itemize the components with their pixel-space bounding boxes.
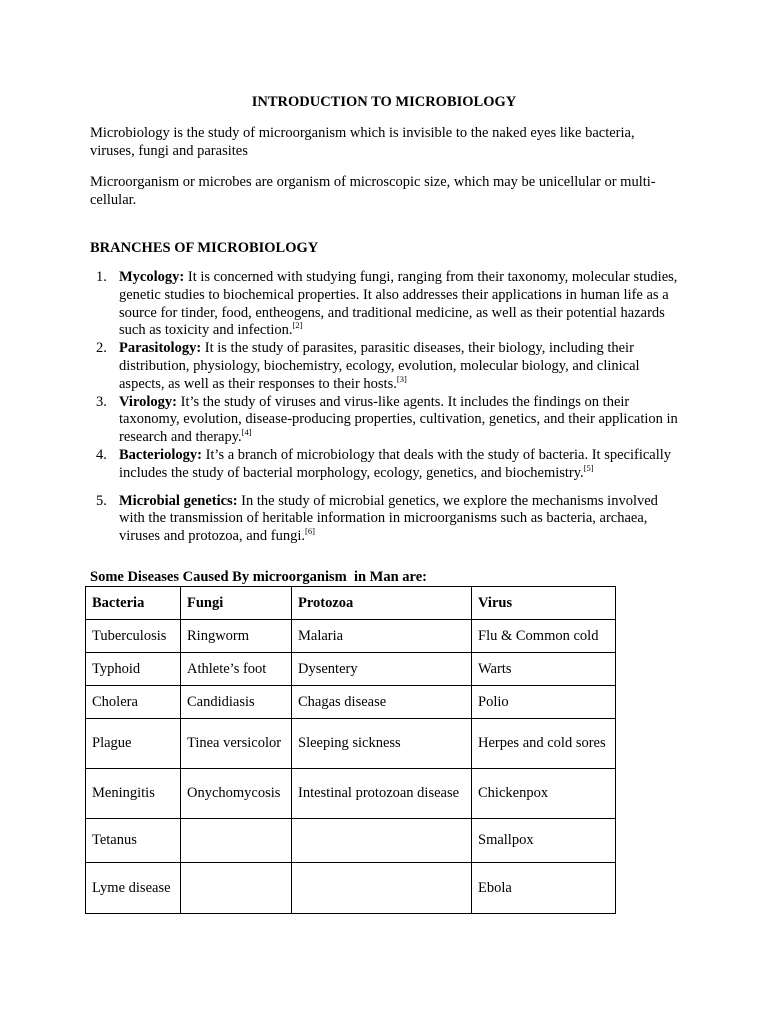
list-item-number: 3. [96,393,107,410]
citation-reference[interactable]: [3] [396,373,407,384]
table-cell [181,863,292,914]
table-cell: Candidiasis [181,686,292,719]
list-item-text: In the study of microbial genetics, we explore the mechanisms involved with the transmission of heritable information in microorganisms such as bacteria, archaea, viruses and protozoa, and fungi. [119,492,658,545]
list-item-term: Microbial genetics: [119,492,238,509]
table-cell: Sleeping sickness [292,719,472,769]
list-item-text: It’s the study of viruses and virus-like agents. It includes the findings on their taxonomy, evolution, disease-producing properties, cultivation, genetics, and their application in research and therapy. [119,393,678,446]
list-item-text: It is concerned with studying fungi, ranging from their taxonomy, molecular studies, genetic studies to biochemical properties. It also addresses their applications in human life as a source for tinder, food, entheogens, and traditional medicine, as well as their potential hazards such as toxicity and infection. [119,269,678,339]
intro-paragraph-definition: Microbiology is the study of microorganism which is invisible to the naked eyes like bacteria, viruses, fungi and parasites [90,125,635,159]
table-cell: Meningitis [86,769,181,819]
list-item-term: Mycology: [119,269,185,285]
table-cell: Tetanus [86,819,181,863]
table-cell: Ebola [472,863,616,914]
table-cell [181,819,292,863]
table-cell: Chickenpox [472,769,616,819]
table-cell: Herpes and cold sores [472,719,616,769]
table-cell: Flu & Common cold [472,620,616,653]
table-cell: Tinea versicolor [181,719,292,769]
column-header-virus: Virus [472,587,616,620]
table-cell: Malaria [292,620,472,653]
table-cell: Ringworm [181,620,292,653]
list-item [90,269,682,340]
branches-heading: BRANCHES OF MICROBIOLOGY [90,240,319,256]
table-cell: Intestinal protozoan disease [292,769,472,819]
intro-paragraph-microbes: Microorganism or microbes are organism of microscopic size, which may be unicellular or multi-cellular. [90,174,656,208]
table-row [86,819,616,863]
table-cell: Plague [86,719,181,769]
citation-reference[interactable]: [6] [305,526,315,537]
table-row [86,769,616,819]
list-item [90,394,682,447]
citation-reference[interactable]: [2] [292,320,303,331]
table-cell: Smallpox [472,819,616,863]
list-item-number: 1. [96,269,107,285]
list-item [90,340,682,393]
column-header-protozoa: Protozoa [292,587,472,620]
list-item-term: Parasitology: [119,340,202,357]
table-row [86,620,616,653]
table-cell: Polio [472,686,616,719]
table-cell: Typhoid [86,653,181,686]
table-row [86,719,616,769]
list-item-text: It’s a branch of microbiology that deals with the study of bacteria. It specifically includes the study of bacterial morphology, ecology, genetics, and biochemistry. [119,446,672,481]
table-cell: Warts [472,653,616,686]
list-item-text: It is the study of parasites, parasitic diseases, their biology, including their distribution, physiology, biochemistry, ecology, evolution, molecular biology, and clinical aspects, as well as their responses to their hosts. [119,340,640,392]
table-cell [292,819,472,863]
table-cell [292,863,472,914]
table-cell: Athlete’s foot [181,653,292,686]
table-header-row [86,587,616,620]
list-item-term: Bacteriology: [119,446,202,463]
citation-reference[interactable]: [5] [583,462,594,473]
citation-reference[interactable]: [4] [241,427,252,438]
table-cell: Lyme disease [86,863,181,914]
diseases-table [85,586,616,914]
table-cell: Chagas disease [292,686,472,719]
table-cell: Onychomycosis [181,769,292,819]
table-row [86,863,616,914]
table-cell: Tuberculosis [86,620,181,653]
table-cell: Cholera [86,686,181,719]
table-row [86,653,616,686]
list-item-number: 2. [96,340,107,357]
table-cell: Dysentery [292,653,472,686]
list-item [90,447,682,483]
document-title: INTRODUCTION TO MICROBIOLOGY [251,94,517,110]
branches-list [90,269,682,546]
list-item [90,493,682,546]
list-item-number: 4. [96,446,107,463]
column-header-bacteria: Bacteria [86,587,181,620]
table-caption: Some Diseases Caused By microorganism in Man are: [90,569,427,585]
list-item-term: Virology: [119,393,177,410]
table-row [86,686,616,719]
column-header-fungi: Fungi [181,587,292,620]
list-item-number: 5. [96,492,107,509]
